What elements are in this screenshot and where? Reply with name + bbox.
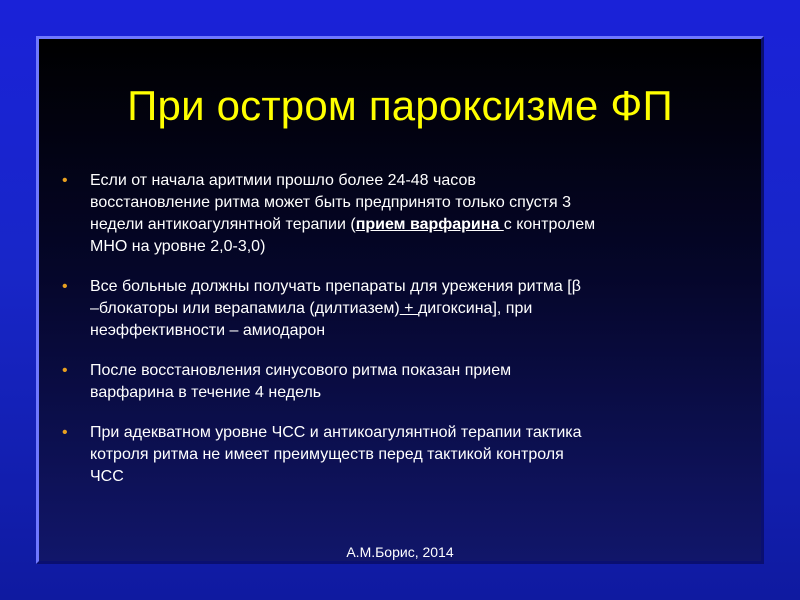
bullet-icon: • — [62, 424, 68, 441]
bullet-2-line-2-post: дигоксина], при — [417, 300, 533, 317]
bullet-1-line-1: Если от начала аритмии прошло более 24-48 часов — [90, 172, 476, 189]
plus-sign: + — [399, 300, 418, 317]
slide-title: При остром пароксизме ФП — [127, 82, 673, 129]
warfarin-emphasis: прием варфарина — [355, 216, 504, 233]
bullet-4-line-2: котроля ритма не имеет преимуществ перед тактикой контроля — [90, 446, 564, 463]
bullet-icon: • — [62, 172, 68, 189]
bullet-icon: • — [62, 362, 68, 379]
bullet-4-line-3: ЧСС — [90, 468, 124, 485]
bullet-2-line-3: неэффективности – амиодарон — [90, 322, 326, 339]
bullet-3-line-2: варфарина в течение 4 недель — [90, 384, 322, 401]
bullet-icon: • — [62, 278, 68, 295]
bullet-1-line-3-pre: недели антикоагулянтной терапии ( — [90, 216, 356, 233]
bullet-2-line-2-pre: –блокаторы или верапамила (дилтиазем) — [90, 300, 400, 317]
bullet-list — [62, 170, 742, 506]
bullet-item-2 — [62, 276, 742, 342]
bullet-4-line-1: При адекватном уровне ЧСС и антикоагулянтной терапии тактика — [90, 424, 582, 441]
bullet-1-line-3-post: с контролем — [503, 216, 596, 233]
slide-footer: А.М.Борис, 2014 — [346, 544, 454, 560]
bullet-item-1 — [62, 170, 742, 258]
bullet-1-line-2: восстановление ритма может быть предпринято только спустя 3 — [90, 194, 571, 211]
bullet-2-line-1: Все больные должны получать препараты для урежения ритма [β — [90, 278, 581, 295]
bullet-3-line-1: После восстановления синусового ритма показан прием — [90, 362, 512, 379]
bullet-item-3 — [62, 360, 742, 404]
bullet-item-4 — [62, 422, 742, 488]
bullet-1-line-4: МНО на уровне 2,0-3,0) — [90, 238, 266, 255]
